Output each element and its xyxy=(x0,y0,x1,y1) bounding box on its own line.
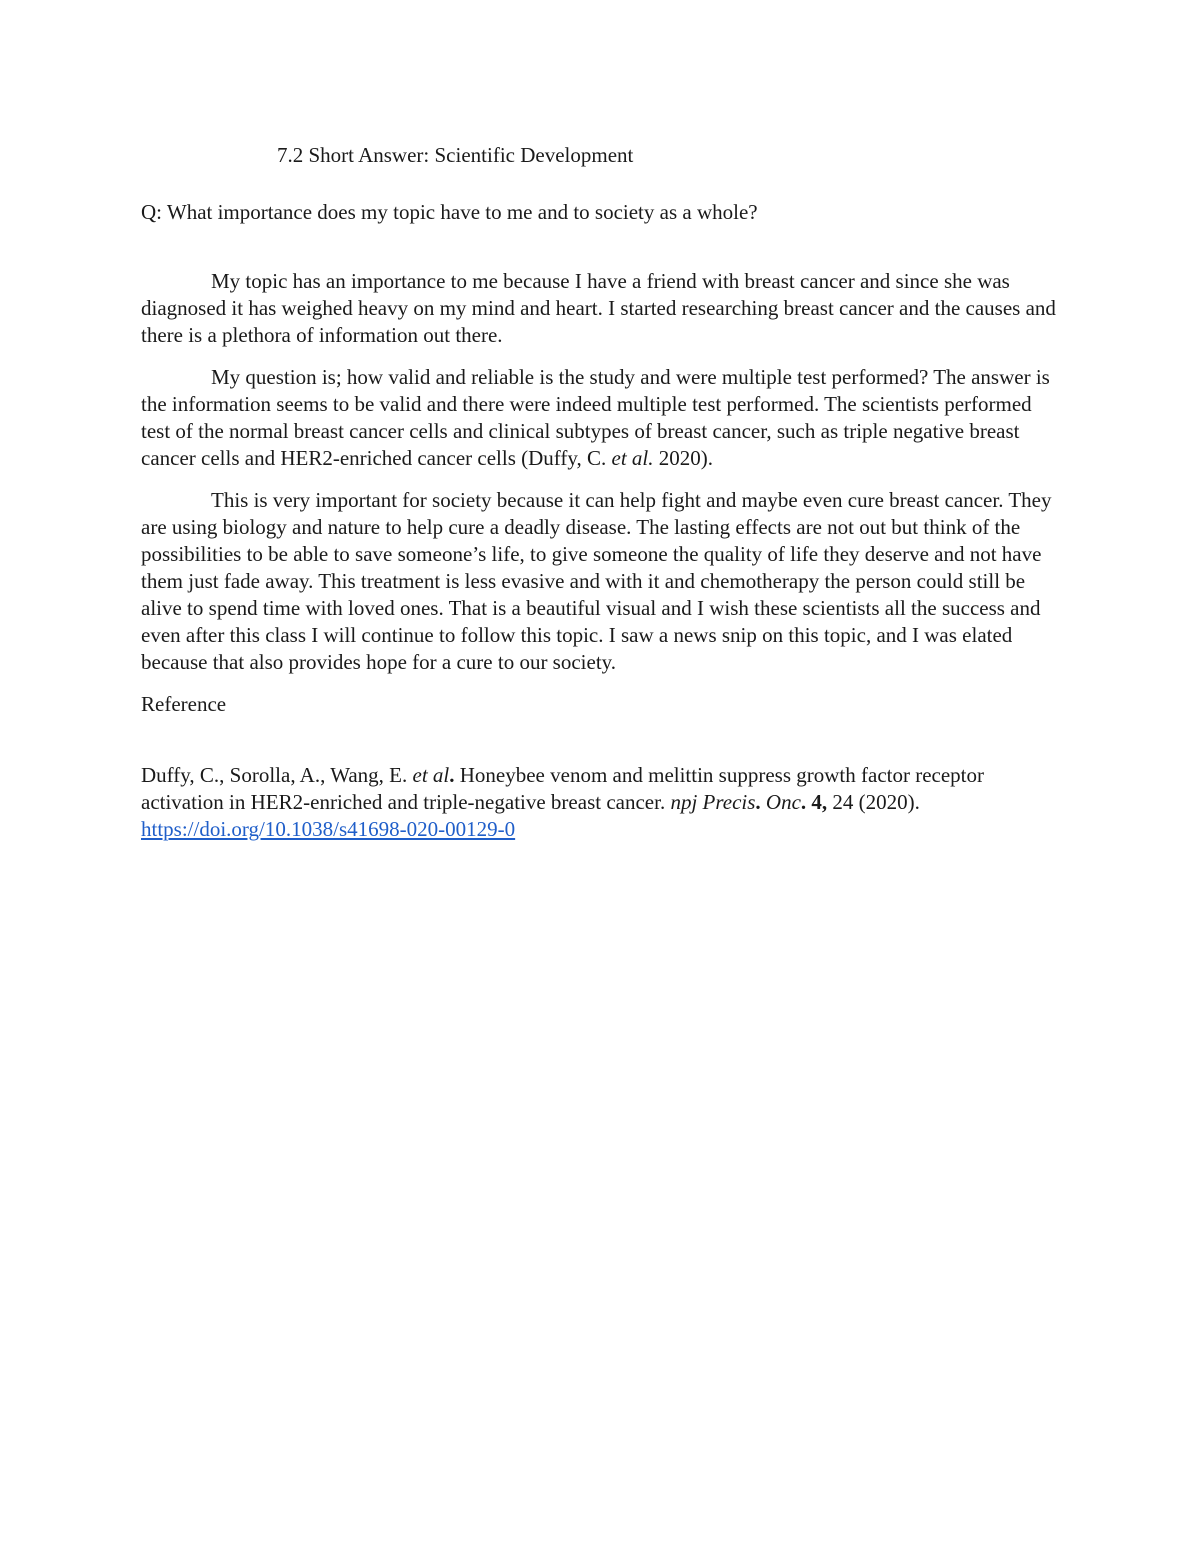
citation-doi-link[interactable]: https://doi.org/10.1038/s41698-020-00129-0 xyxy=(141,817,516,841)
citation-journal-2: Onc xyxy=(760,790,801,814)
reference-citation xyxy=(141,762,1063,843)
citation-article-year: 24 (2020). xyxy=(827,790,920,814)
paragraph-2-et-al: et al. xyxy=(611,446,654,470)
reference-heading: Reference xyxy=(141,692,227,716)
question-text: Q: What importance does my topic have to me and to society as a whole? xyxy=(141,200,758,224)
paragraph-3: This is very important for society because it can help fight and maybe even cure breast cancer. They are using biology and nature to help cure a deadly disease. The lasting effects are not out but think of the possibilities to be able to save someone’s life, to give someone the quality of life they deserve and not have them just fade away. This treatment is less evasive and with it and chemotherapy the person could still be alive to spend time with loved ones. That is a beautiful visual and I wish these scientists all the success and even after this class I will continue to follow this topic. I saw a news snip on this topic, and I was elated because that also provides hope for a cure to our society. xyxy=(141,488,1052,674)
citation-comma: , xyxy=(821,790,828,814)
citation-et-al: et al xyxy=(412,763,450,787)
paragraph-1: My topic has an importance to me because I have a friend with breast cancer and since she was diagnosed it has weighed heavy on my mind and heart. I started researching breast cancer and the causes and there is a plethora of information out there. xyxy=(141,269,1056,347)
document-body xyxy=(141,142,1063,843)
citation-period: . xyxy=(449,763,455,787)
document-title: 7.2 Short Answer: Scientific Development xyxy=(277,143,634,167)
paragraph-2 xyxy=(141,364,1063,472)
paragraph-2-text-before: My question is; how valid and reliable is the study and were multiple test performed? The answer is the information seems to be valid and there were indeed multiple test performed. The scientists performed test of the normal breast cancer cells and clinical subtypes of breast cancer, such as triple negative breast cancer cells and HER2-enriched cancer cells (Duffy, C. xyxy=(141,365,1050,470)
citation-journal: npj Precis xyxy=(670,790,756,814)
citation-journal-2-dot: . xyxy=(800,790,807,814)
paragraph-2-text-after: 2020). xyxy=(653,446,714,470)
citation-authors: Duffy, C., Sorolla, A., Wang, E. xyxy=(141,763,413,787)
citation-volume: 4 xyxy=(806,790,822,814)
citation-title: Honeybee venom and melittin suppress growth factor receptor activation in HER2-enriched and triple-negative breast cancer. xyxy=(141,763,985,814)
citation-journal-dot: . xyxy=(755,790,761,814)
